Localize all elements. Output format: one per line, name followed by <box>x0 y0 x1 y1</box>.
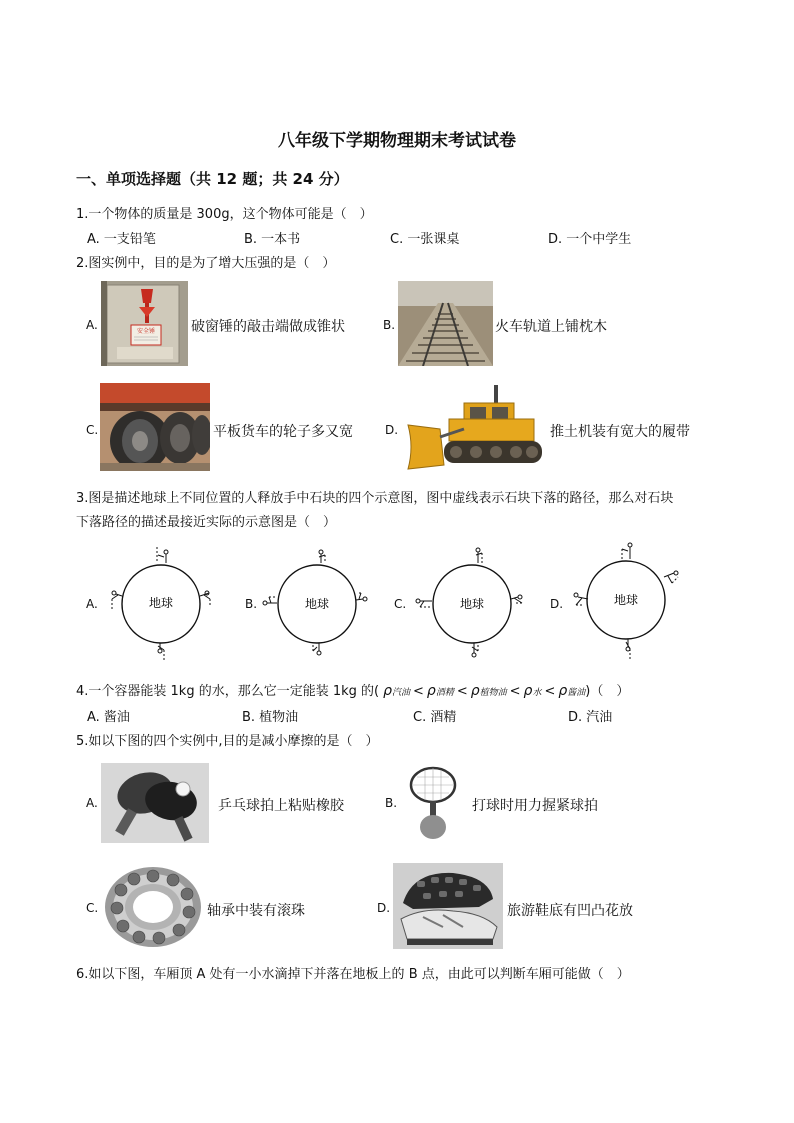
q2-label-a[interactable]: A. <box>86 318 98 332</box>
rho-sub-alcohol: 酒精 <box>435 688 454 698</box>
question-6-stem: 6.如以下图，车厢顶 A 处有一小水滴掉下并落在地板上的 B 点，由此可以判断车厢可能做（ ） <box>76 967 630 982</box>
q2-caption-c: 平板货车的轮子多又宽 <box>213 424 353 440</box>
q5-caption-c: 轴承中装有滚珠 <box>207 903 305 919</box>
question-5-stem: 5.如以下图的四个实例中,目的是减小摩擦的是（ ） <box>76 734 379 749</box>
section-heading: 一、单项选择题（共 12 题；共 24 分） <box>76 170 349 188</box>
q2-caption-a: 破窗锤的敲击端做成锥状 <box>191 319 345 335</box>
earth-diagram-b <box>255 537 380 667</box>
q2-label-d[interactable]: D. <box>385 423 399 437</box>
sneaker-image <box>393 863 503 949</box>
rho-sub-soy-sauce: 酱油 <box>567 688 586 698</box>
q4-stem-suffix: )（ ） <box>585 684 630 699</box>
lt-symbol: < <box>413 684 424 699</box>
q5-label-d[interactable]: D. <box>377 901 391 915</box>
q4-option-c[interactable]: C. 酒精 <box>413 710 457 725</box>
q1-option-a[interactable]: A. 一支铅笔 <box>87 232 156 247</box>
q2-caption-d: 推土机装有宽大的履带 <box>550 424 690 440</box>
lt-symbol: < <box>509 684 521 699</box>
emergency-hammer-image <box>101 281 188 366</box>
question-4-stem <box>76 680 629 699</box>
q5-label-b[interactable]: B. <box>385 796 398 810</box>
question-3-stem-line-1: 3.图是描述地球上不同位置的人释放手中石块的四个示意图，图中虚线表示石块下落的路径，那么对石块 <box>76 491 674 506</box>
q3-label-d[interactable]: D. <box>550 597 564 611</box>
sign-text: 安全锤 <box>136 328 156 335</box>
question-3-stem-line-2: 下落路径的描述最接近实际的示意图是（ ） <box>76 515 337 530</box>
q1-option-b[interactable]: B. 一本书 <box>244 232 301 247</box>
rho-symbol: ρ <box>426 683 436 699</box>
earth-diagram-d <box>562 537 687 667</box>
page-title: 八年级下学期物理期末考试试卷 <box>278 131 516 151</box>
q1-option-d[interactable]: D. 一个中学生 <box>548 232 632 247</box>
rho-symbol: ρ <box>383 683 392 699</box>
earth-diagram-a <box>100 537 225 667</box>
rho-symbol: ρ <box>558 683 568 699</box>
q1-option-c[interactable]: C. 一张课桌 <box>390 232 460 247</box>
rho-sub-gasoline: 汽油 <box>392 688 411 698</box>
q4-option-d[interactable]: D. 汽油 <box>568 710 613 725</box>
q2-label-b[interactable]: B. <box>383 318 396 332</box>
q5-caption-d: 旅游鞋底有凹凸花放 <box>507 903 633 919</box>
q5-caption-a: 乒乓球拍上粘贴橡胶 <box>218 798 344 814</box>
question-1-stem: 1.一个物体的质量是 300g，这个物体可能是（ ） <box>76 207 373 222</box>
q5-label-c[interactable]: C. <box>86 901 99 915</box>
earth-label-b: 地球 <box>304 597 330 611</box>
lt-symbol: < <box>544 684 556 699</box>
rho-symbol: ρ <box>523 683 533 699</box>
q4-option-a[interactable]: A. 酱油 <box>87 710 130 725</box>
ping-pong-paddles-image <box>101 763 209 843</box>
lt-symbol: < <box>456 684 468 699</box>
rho-sub-vegetable-oil: 植物油 <box>479 688 507 698</box>
truck-wheels-image <box>100 383 210 471</box>
earth-label-d: 地球 <box>613 593 639 607</box>
q3-label-a[interactable]: A. <box>86 597 98 611</box>
q5-caption-b: 打球时用力握紧球拍 <box>472 798 598 814</box>
earth-diagram-c <box>410 537 535 667</box>
q4-stem-prefix: 4.一个容器能装 1kg 的水，那么它一定能装 1kg 的( <box>76 684 380 699</box>
q2-label-c[interactable]: C. <box>86 423 99 437</box>
question-2-stem: 2.图实例中，目的是为了增大压强的是（ ） <box>76 256 336 271</box>
earth-label-c: 地球 <box>459 597 485 611</box>
q5-label-a[interactable]: A. <box>86 796 98 810</box>
rho-sub-water: 水 <box>532 688 542 698</box>
rho-symbol: ρ <box>470 683 480 699</box>
q3-label-c[interactable]: C. <box>394 597 407 611</box>
q3-label-b[interactable]: B. <box>245 597 258 611</box>
q2-caption-b: 火车轨道上铺枕木 <box>495 319 607 335</box>
railway-track-image <box>398 281 493 366</box>
tennis-racket-image <box>403 763 469 843</box>
earth-label-a: 地球 <box>148 596 174 610</box>
q4-option-b[interactable]: B. 植物油 <box>242 710 299 725</box>
bulldozer-image <box>404 381 548 473</box>
ball-bearing-image <box>101 864 205 950</box>
